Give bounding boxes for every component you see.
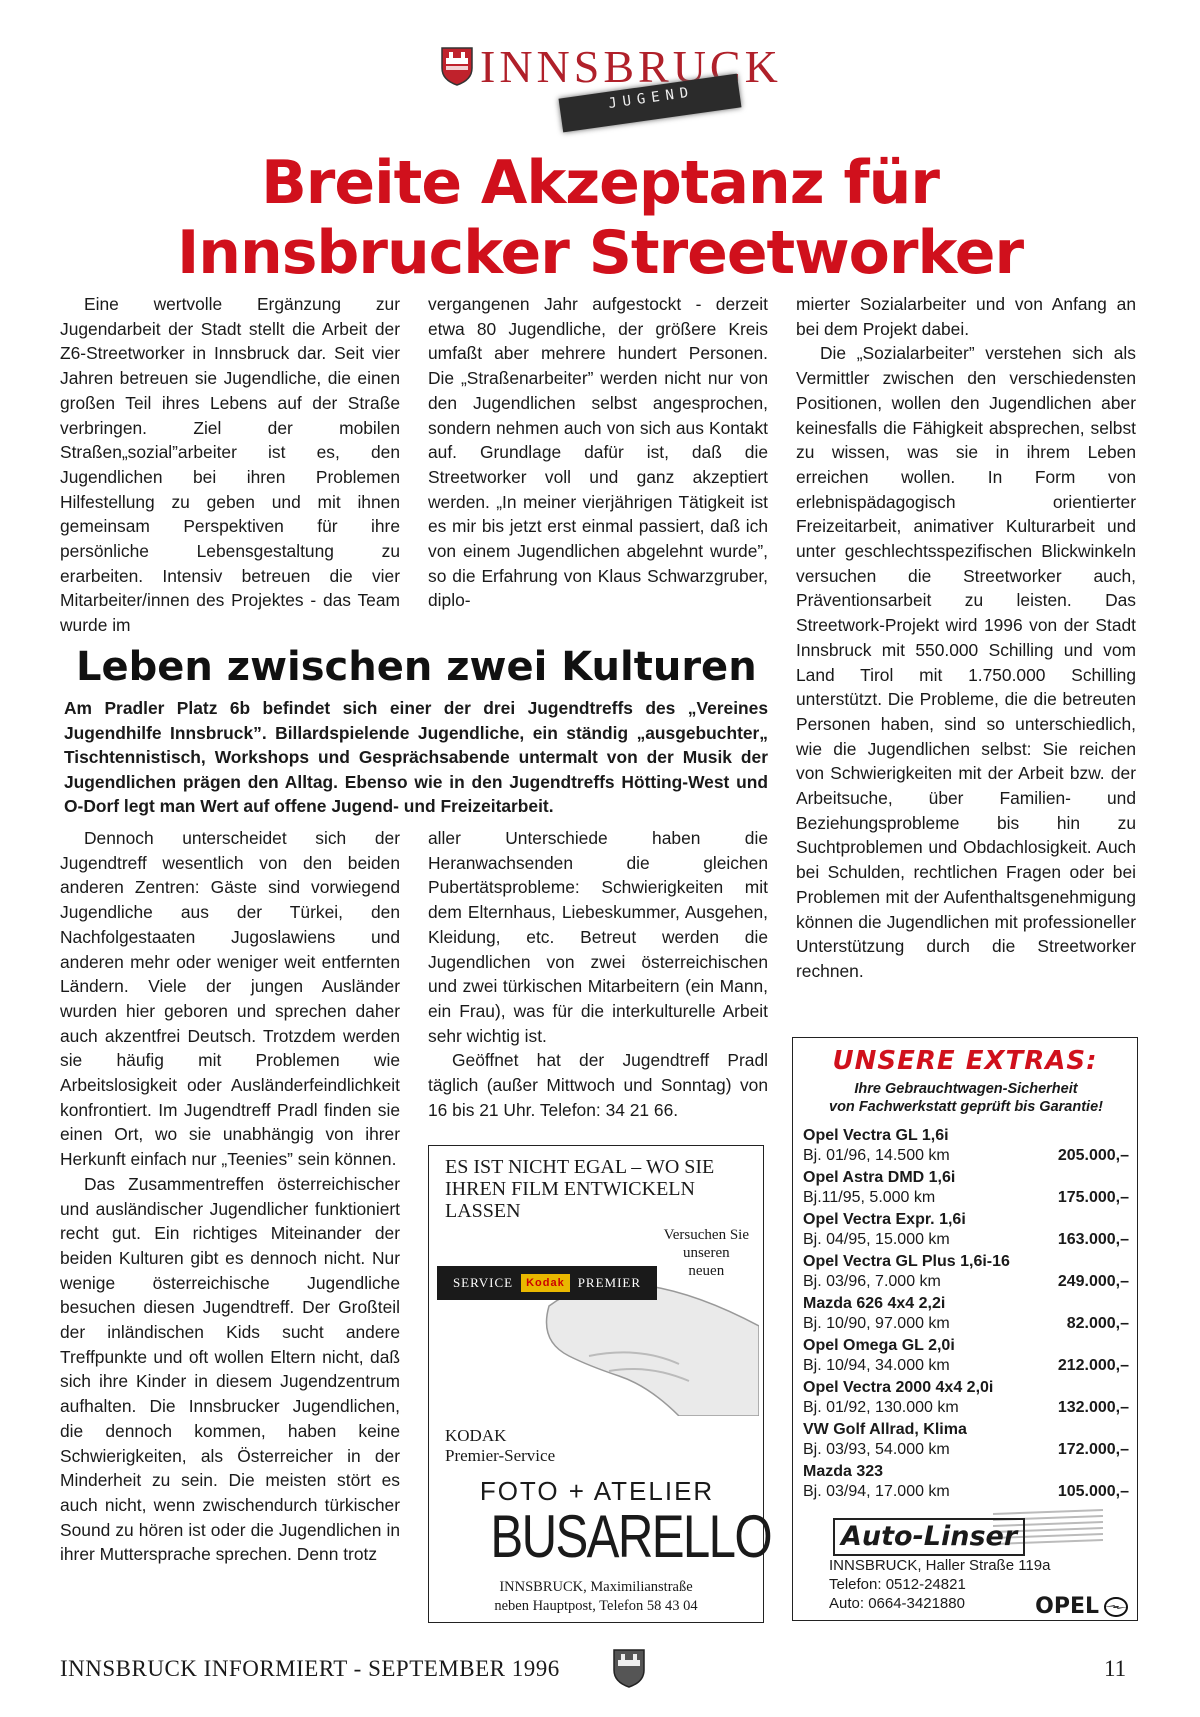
car-details: Bj.11/95, 5.000 km	[803, 1189, 936, 1206]
car-model: Opel Omega GL 2,0i	[803, 1337, 955, 1354]
article1-col1-paragraph: Eine wertvolle Ergänzung zur Jugendarbeit der Stadt stellt die Arbeit der Z6-Streetworker in Innsbruck dar. Seit vier Jahren betreuen sie Jugendliche, die einen großen Teil ihres Lebens auf der Straße verbringen. Ziel der mobilen Straßen„sozial”arbeiter ist es, den Jugendlichen bei ihren Problemen Hilfestellung zu geben und mit ihnen gemeinsam Perspektiven für ihre persönliche Lebensgestaltung zu erarbeiten. Intensiv betreuen die vier Mitarbeiter/innen des Projektes - das Team wurde im	[60, 294, 400, 636]
car-list-item	[803, 1294, 1129, 1336]
article1-col3-paragraph-2: Die „Sozialarbeiter” verstehen sich als Vermittler zwischen den verschiedensten Positionen, wollen den Jugendlichen aber keinesfalls die Fähigkeit absprechen, selbst zu wissen, was sie in ihrem Leben erreichen wollen. In Form von erlebnispädagogisch orientierter Freizeitarbeit, animativer Kulturarbeit und unter geschlechtsspezifischen Blickwinkeln versuchen die Streetworker auch, Präventionsarbeit zu leisten. Das Streetwork-Projekt wird 1996 von der Stadt Innsbruck mit 550.000 Schilling und vom Land Tirol mit 1.750.000 Schilling unterstützt. Die Probleme, die die betreuten Personen haben, sind so unterschiedlich, wie die Jugendlichen selbst: Sie reichen von Schwierigkeiten mit der Arbeit bzw. der Arbeitsuche, über Familien- und Beziehungsprobleme bis hin zu Suchtproblemen und Obdachlosigkeit. Auch bei Schulden, rechtlichen Fragen oder bei Problemen mit der Aufenthaltsgenehmigung können die Jugendlichen mit professioneller Unterstützung durch die Streetworker rechnen.	[796, 343, 1136, 981]
car-price: 212.000,–	[1057, 1357, 1129, 1374]
article1-column-1	[60, 292, 400, 638]
city-crest-icon	[440, 46, 474, 86]
article2-headline: Leben zwischen zwei Kulturen	[76, 644, 757, 690]
car-list-item	[803, 1126, 1129, 1168]
car-list-item	[803, 1336, 1129, 1378]
masthead	[440, 38, 782, 126]
busarello-subtitle: FOTO + ATELIER	[479, 1476, 715, 1506]
kodak-tagline-1: Versuchen Sie	[663, 1227, 749, 1243]
masthead-title: INNSBRUCK	[480, 41, 782, 92]
busarello-name: BUSARELLO	[490, 1503, 771, 1570]
footer-crest-icon	[612, 1648, 646, 1688]
car-list-item	[803, 1210, 1129, 1252]
car-price: 205.000,–	[1057, 1147, 1129, 1164]
car-list-item	[803, 1378, 1129, 1420]
opel-brand	[1035, 1594, 1129, 1619]
article2-lead: Am Pradler Platz 6b befindet sich einer der drei Jugendtreffs des „Vereines Jugendhilfe Innsbruck”. Billardspielende Jugendliche, ein ständig „ausgebuchter„ Tischtennistisch, Workshops und Gesprächsabende untermalt von der Musik der Jugendlichen prägen den Alltag. Ebenso wie in den Jugendtreffs Hötting-West und O-Dorf legt man Wert auf offene Jugend- und Freizeitarbeit.	[64, 698, 768, 817]
opel-blitz-icon	[1103, 1596, 1129, 1618]
car-details: Bj. 03/93, 54.000 km	[803, 1441, 950, 1458]
car-price: 163.000,–	[1057, 1231, 1129, 1248]
car-model: Mazda 626 4x4 2,2i	[803, 1295, 946, 1312]
kodak-brand-line-1: KODAK	[445, 1426, 507, 1445]
car-ad-title: UNSERE EXTRAS:	[832, 1046, 1098, 1076]
article2-column-2	[428, 826, 768, 1122]
article1-col3-paragraph-1: mierter Sozialarbeiter und von Anfang an bei dem Projekt dabei.	[796, 294, 1136, 339]
car-price: 172.000,–	[1057, 1441, 1129, 1458]
kodak-ad-tagline	[664, 1226, 749, 1280]
masthead-band-label: JUGEND	[607, 84, 696, 112]
busarello-address-line-2: neben Hauptpost, Telefon 58 43 04	[494, 1598, 698, 1614]
car-price: 82.000,–	[1066, 1315, 1129, 1332]
car-list-item	[803, 1420, 1129, 1462]
article2-col2-paragraph-1: aller Unterschiede haben die Heranwachsenden die gleichen Pubertätsprobleme: Schwierigkeiten mit dem Elternhaus, Liebeskummer, Ausgehen, Kleidung, etc. Betreut werden die Jugendlichen von zwei österreichischen und zwei türkischen Mitarbeitern (ein Mann, ein Frau), was für die interkulturelle Arbeit sehr wichtig ist.	[428, 828, 768, 1046]
footer-publication: INNSBRUCK INFORMIERT - SEPTEMBER 1996	[60, 1656, 560, 1681]
car-ad-subtitle-1: Ihre Gebrauchtwagen-Sicherheit	[854, 1081, 1078, 1097]
busarello-address-line-1: INNSBRUCK, Maximilianstraße	[499, 1579, 693, 1595]
headline-line-1: Breite Akzeptanz für	[261, 148, 939, 218]
kodak-tagline-2: unseren	[682, 1245, 730, 1261]
car-list-item	[803, 1462, 1129, 1504]
kodak-ad-headline: ES IST NICHT EGAL – WO SIE IHREN FILM ENTWICKELN LASSEN	[445, 1156, 715, 1222]
article2-col1-paragraph-1: Dennoch unterscheidet sich der Jugendtreff wesentlich von den beiden anderen Zentren: Gäste sind vorwiegend Jugendliche aus der Türkei, den Nachfolgestaaten Jugoslawiens und anderen mehr oder weniger weit entfernten Ländern. Viele der jungen Ausländer wurden hier geboren und sprechen daher auch akzentfrei Deutsch. Trotzdem werden sie häufig mit Problemen wie Arbeitslosigkeit oder Ausländerfeindlichkeit konfrontiert. Im Jugendtreff Pradl finden sie einen Ort, wo sie unabhängig von ihrer Herkunft einfach nur „Teenies” sein können.	[60, 828, 400, 1170]
car-price: 175.000,–	[1057, 1189, 1129, 1206]
car-dealer-advertisement	[792, 1037, 1138, 1621]
opel-wordmark: OPEL	[1035, 1594, 1099, 1619]
car-details: Bj. 04/95, 15.000 km	[803, 1231, 950, 1248]
page-number: 11	[1104, 1656, 1127, 1681]
car-details: Bj. 03/94, 17.000 km	[803, 1483, 950, 1500]
kodak-advertisement	[428, 1145, 771, 1623]
kodak-tagline-3: neuen	[688, 1263, 725, 1279]
car-details: Bj. 03/96, 7.000 km	[803, 1273, 941, 1290]
car-model: Opel Vectra 2000 4x4 2,0i	[803, 1379, 994, 1396]
car-details: Bj. 10/94, 34.000 km	[803, 1357, 950, 1374]
car-model: Mazda 323	[803, 1463, 884, 1480]
kodak-service-strip	[437, 1266, 657, 1300]
car-list	[803, 1126, 1129, 1504]
car-details: Bj. 01/92, 130.000 km	[803, 1399, 959, 1416]
kodak-logo: Kodak	[521, 1274, 570, 1292]
car-price: 132.000,–	[1057, 1399, 1129, 1416]
strip-label-left: SERVICE	[452, 1275, 514, 1290]
car-ad-subtitle	[799, 1080, 1133, 1116]
car-price: 105.000,–	[1057, 1483, 1129, 1500]
kodak-brand-text	[445, 1426, 555, 1466]
dealer-street: INNSBRUCK, Haller Straße 119a	[829, 1557, 1051, 1574]
car-model: VW Golf Allrad, Klima	[803, 1421, 967, 1438]
busarello-logo	[467, 1476, 771, 1570]
car-model: Opel Astra DMD 1,6i	[803, 1169, 956, 1186]
article2-column-1	[60, 826, 400, 1567]
article1-column-3	[796, 292, 1136, 984]
dealer-logo: Auto-Linser	[833, 1518, 1025, 1556]
dealer-mobile: Auto: 0664-3421880	[829, 1595, 965, 1612]
article1-column-2	[428, 292, 768, 613]
car-details: Bj. 01/96, 14.500 km	[803, 1147, 950, 1164]
car-price: 249.000,–	[1057, 1273, 1129, 1290]
car-model: Opel Vectra GL 1,6i	[803, 1127, 949, 1144]
article-headline	[40, 148, 1160, 288]
kodak-brand-line-2: Premier-Service	[445, 1446, 556, 1465]
car-list-item	[803, 1168, 1129, 1210]
car-details: Bj. 10/90, 97.000 km	[803, 1315, 950, 1332]
headline-line-2: Innsbrucker Streetworker	[176, 218, 1024, 288]
article2-col2-paragraph-2: Geöffnet hat der Jugendtreff Pradl täglich (außer Mittwoch und Sonntag) von 16 bis 21 Uhr. Telefon: 34 21 66.	[428, 1050, 768, 1120]
busarello-address	[439, 1578, 753, 1616]
car-ad-subtitle-2: von Fachwerkstatt geprüft bis Garantie!	[829, 1099, 1103, 1115]
car-model: Opel Vectra Expr. 1,6i	[803, 1211, 966, 1228]
dealer-address	[829, 1556, 1050, 1613]
strip-label-right: PREMIER	[577, 1275, 642, 1290]
car-model: Opel Vectra GL Plus 1,6i-16	[803, 1253, 1010, 1270]
article2-col1-paragraph-2: Das Zusammentreffen österreichischer und ausländischer Jugendlicher funktioniert recht gut. Ein richtiges Miteinander der beiden Kulturen gibt es dennoch nicht. Nur wenige österreichische Jugendliche besuchen diesen Jugendtreff. Der Großteil der inländischen Kids sucht andere Treffpunkte und oft wollen Eltern nicht, daß sich ihre Kinder in diesem Jugendzentrum aufhalten. Die Innsbrucker Jugendlichen, die dennoch kommen, haben keine Schwierigkeiten, als Österreicher in der Minderheit zu sein. Die meisten stört es auch nicht, wenn zwischendurch türkischer Sound zu hören ist oder die Jugendlichen in ihrer Muttersprache sprechen. Denn trotz	[60, 1173, 400, 1565]
dealer-phone: Telefon: 0512-24821	[829, 1576, 966, 1593]
article1-col2-paragraph: vergangenen Jahr aufgestockt - derzeit etwa 80 Jugendliche, der größere Kreis umfaßt aber mehrere hundert Personen. Die „Straßenarbeiter” werden nicht nur von den Jugendlichen selbst angesprochen, sondern nehmen auch von sich aus Kontakt auf. Grundlage dafür ist, daß die Streetworker voll und ganz akzeptiert werden. „In meiner vierjährigen Tätigkeit ist es mir bis jetzt erst einmal passiert, daß ich von einem Jugendlichen abgelehnt wurde”, so die Erfahrung von Klaus Schwarzgruber, diplo-	[428, 294, 768, 611]
car-list-item	[803, 1252, 1129, 1294]
